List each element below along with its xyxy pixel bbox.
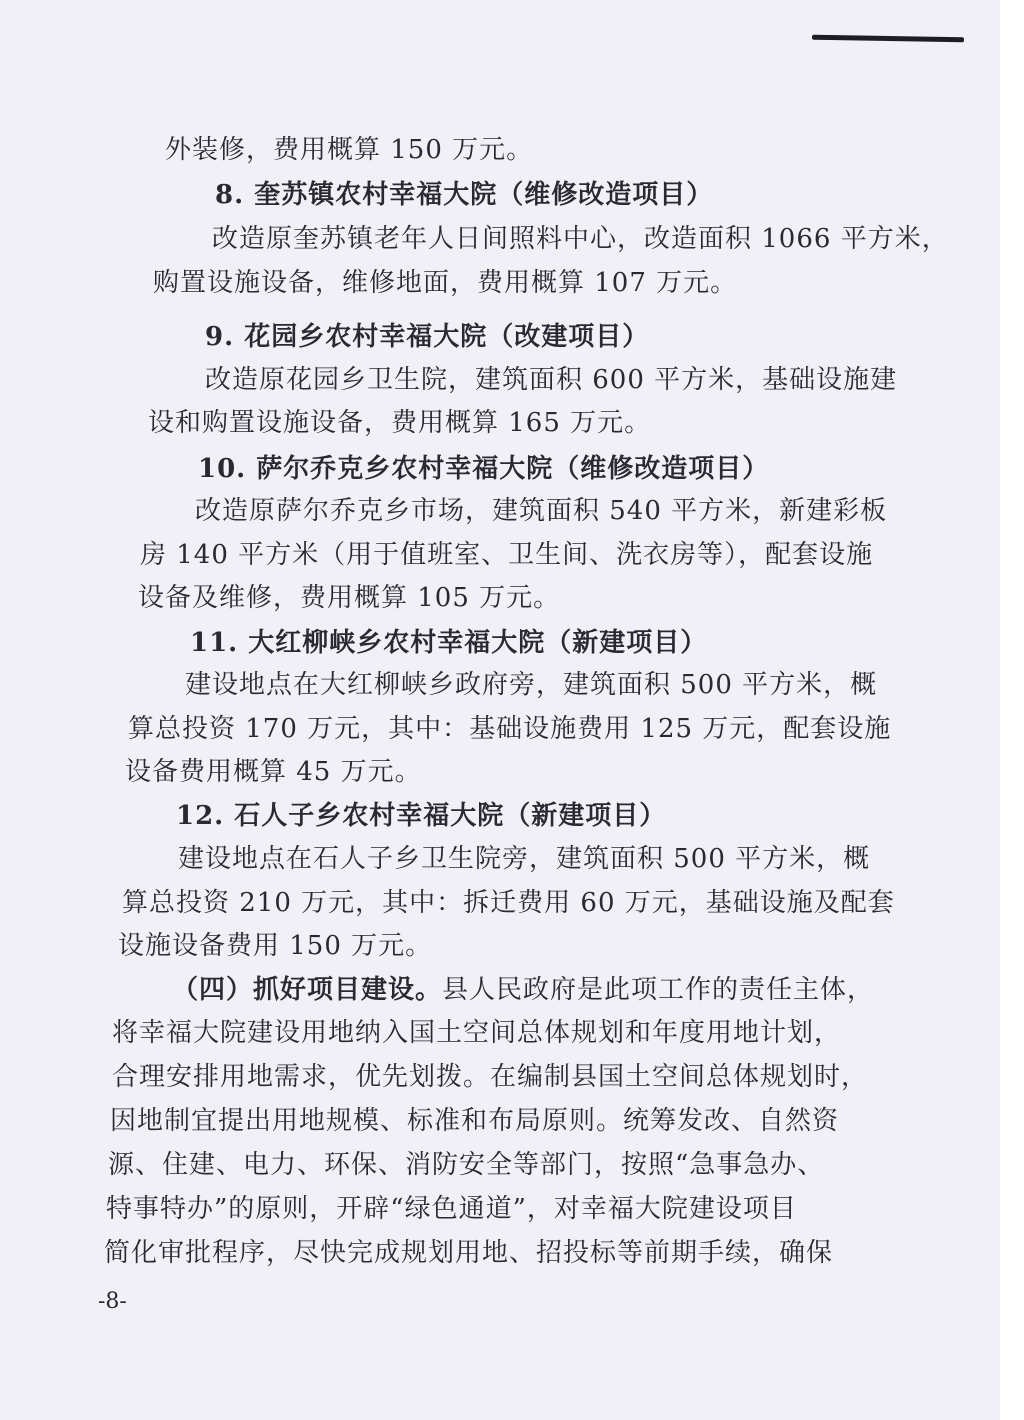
text-line: 建设地点在大红柳峡乡政府旁，建筑面积 500 平方米，概 xyxy=(185,670,878,700)
text-line: 改造原萨尔乔克乡市场，建筑面积 540 平方米，新建彩板 xyxy=(195,496,888,526)
text-line: 设备费用概算 45 万元。 xyxy=(125,757,422,787)
text-line: 源、住建、电力、环保、消防安全等部门，按照“急事急办、 xyxy=(108,1150,825,1180)
section-four-first-line xyxy=(172,973,874,1007)
text-line: 将幸福大院建设用地纳入国土空间总体规划和年度用地计划， xyxy=(112,1018,842,1048)
text-line: 设施设备费用 150 万元。 xyxy=(118,931,433,961)
text-line: 外装修，费用概算 150 万元。 xyxy=(165,135,534,165)
heading-kuisu: 8. 奎苏镇农村幸福大院（维修改造项目） xyxy=(215,180,714,210)
scan-edge xyxy=(1000,0,1024,1420)
text-line: 建设地点在石人子乡卫生院旁，建筑面积 500 平方米，概 xyxy=(178,844,871,874)
heading-saerqiaoke: 10. 萨尔乔克乡农村幸福大院（维修改造项目） xyxy=(198,454,770,484)
section-four-heading: （四）抓好项目建设。 xyxy=(172,975,443,1005)
text-line: 改造原花园乡卫生院，建筑面积 600 平方米，基础设施建 xyxy=(205,365,898,395)
top-rule xyxy=(812,35,964,43)
text-line: 因地制宜提出用地规模、标准和布局原则。统筹发改、自然资 xyxy=(110,1106,840,1136)
text-line: 购置设施设备，维修地面，费用概算 107 万元。 xyxy=(153,268,738,298)
text-line: 算总投资 210 万元，其中：拆迁费用 60 万元，基础设施及配套 xyxy=(122,888,895,918)
text-line: 特事特办”的原则，开辟“绿色通道”，对幸福大院建设项目 xyxy=(106,1194,797,1224)
page-number: -8- xyxy=(98,1289,127,1314)
text-line: 改造原奎苏镇老年人日间照料中心，改造面积 1066 平方米， xyxy=(212,224,949,254)
text-line: 合理安排用地需求，优先划拨。在编制县国土空间总体规划时， xyxy=(112,1062,869,1092)
text-line: 设和购置设施设备，费用概算 165 万元。 xyxy=(148,408,652,438)
heading-huayuan: 9. 花园乡农村幸福大院（改建项目） xyxy=(205,322,650,352)
text-span: 县人民政府是此项工作的责任主体， xyxy=(442,975,875,1005)
text-line: 设备及维修，费用概算 105 万元。 xyxy=(138,583,561,613)
text-line: 房 140 平方米（用于值班室、卫生间、洗衣房等），配套设施 xyxy=(140,540,874,570)
heading-dahongliuxia: 11. 大红柳峡乡农村幸福大院（新建项目） xyxy=(190,628,708,658)
text-line: 算总投资 170 万元，其中：基础设施费用 125 万元，配套设施 xyxy=(128,714,892,744)
heading-shirenzi: 12. 石人子乡农村幸福大院（新建项目） xyxy=(176,801,667,831)
text-line: 简化审批程序，尽快完成规划用地、招投标等前期手续，确保 xyxy=(104,1238,834,1268)
